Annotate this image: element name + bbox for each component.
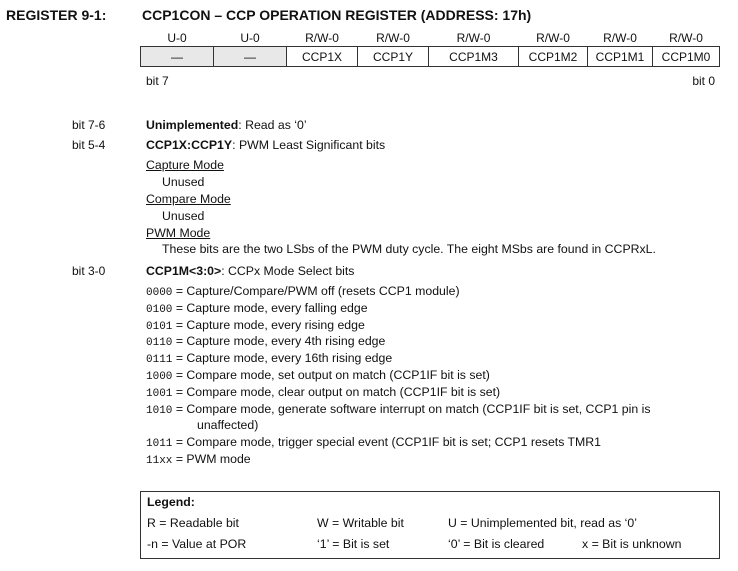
pwm-mode-value: These bits are the two LSbs of the PWM duty cycle. The eight MSbs are found in CCPRxL. [162,242,656,256]
mode-row [146,368,490,383]
mode-text: = Capture mode, every 16th rising edge [172,351,393,365]
bit7-marker: bit 7 [146,74,169,88]
access-bit3: R/W-0 [456,31,491,45]
access-row [141,30,720,47]
mode-row [146,334,385,349]
pwm-mode-heading: PWM Mode [146,226,211,240]
mode-text: = Compare mode, generate software interrupt on match (CCP1IF bit is set, CCP1 pin is [172,402,651,416]
mode-code: 0110 [146,337,173,349]
access-bit2: R/W-0 [536,31,570,45]
mode-row [146,435,601,450]
mode-text: = Compare mode, set output on match (CCP1IF bit is set) [172,368,490,382]
mode-text: = Capture/Compare/PWM off (resets CCP1 module) [172,284,460,298]
compare-mode-value: Unused [162,209,205,223]
legend-por: -n = Value at POR [147,537,247,551]
legend-bit-cleared: ‘0’ = Bit is cleared [448,537,545,551]
mode-code: 1010 [146,405,173,417]
compare-mode-heading: Compare Mode [146,192,231,206]
access-bit1: R/W-0 [603,31,637,45]
access-bit4: R/W-0 [376,31,410,45]
bit3-name: CCP1M3 [429,47,519,67]
mode-row [146,452,251,467]
bit2-name: CCP1M2 [519,47,588,67]
mode-text: = PWM mode [172,452,251,466]
bit30-label: bit 3-0 [72,264,106,278]
bit76-label: bit 7-6 [72,118,106,132]
mode-row-continuation: unaffected) [197,418,259,432]
bit30-description [146,264,354,278]
bit54-label: bit 5-4 [72,138,106,152]
bit6-name: — [214,47,287,67]
mode-text: = Compare mode, trigger special event (CCP1IF bit is set; CCP1 resets TMR1 [172,435,602,449]
legend-bit-unknown: x = Bit is unknown [582,537,682,551]
access-bit5: R/W-0 [305,31,339,45]
bit54-name: CCP1X:CCP1Y [146,138,233,152]
mode-text: = Capture mode, every falling edge [172,301,368,315]
legend-readable: R = Readable bit [147,516,239,530]
mode-text: = Capture mode, every 4th rising edge [172,334,386,348]
legend-box [140,491,720,559]
legend-bit-set: ‘1’ = Bit is set [317,537,390,551]
bit-name-row [141,47,720,67]
bit76-description [146,118,307,132]
bit5-name: CCP1X [287,47,358,67]
mode-row [146,301,368,316]
mode-code: 0000 [146,287,173,299]
legend-writable: W = Writable bit [317,516,404,530]
register-number: REGISTER 9-1: [6,7,107,23]
bit1-name: CCP1M1 [588,47,653,67]
access-bit0: R/W-0 [669,31,703,45]
mode-code: 0101 [146,321,173,333]
mode-text: = Compare mode, clear output on match (CCP1IF bit is set) [172,385,501,399]
bit7-name: — [141,47,214,67]
mode-code: 1011 [146,438,173,450]
capture-mode-value: Unused [162,175,205,189]
capture-mode-heading: Capture Mode [146,158,224,172]
bit30-text: : CCPx Mode Select bits [221,264,355,278]
bit76-name: Unimplemented [146,118,239,132]
bit54-text: : PWM Least Significant bits [232,138,386,152]
mode-code: 11xx [146,455,173,467]
bit4-name: CCP1Y [358,47,429,67]
access-bit6: U-0 [240,31,260,45]
bit-field-table [140,30,720,67]
bit54-description [146,138,385,152]
bit30-name: CCP1M<3:0> [146,264,222,278]
mode-code: 1001 [146,388,173,400]
mode-row [146,351,392,366]
mode-row [146,284,460,299]
mode-text: = Capture mode, every rising edge [172,318,365,332]
bit0-marker: bit 0 [692,74,715,88]
mode-code: 1000 [146,371,173,383]
mode-row [146,318,365,333]
mode-code: 0100 [146,304,173,316]
bit76-text: : Read as ‘0’ [238,118,307,132]
mode-row [146,385,500,400]
legend-title: Legend: [147,495,195,509]
bit0-name: CCP1M0 [653,47,720,67]
mode-code: 0111 [146,354,173,366]
access-bit7: U-0 [167,31,187,45]
legend-unimplemented: U = Unimplemented bit, read as ‘0’ [448,516,637,530]
register-title: CCP1CON – CCP OPERATION REGISTER (ADDRESS: 17h) [142,7,532,23]
mode-row [146,402,650,417]
